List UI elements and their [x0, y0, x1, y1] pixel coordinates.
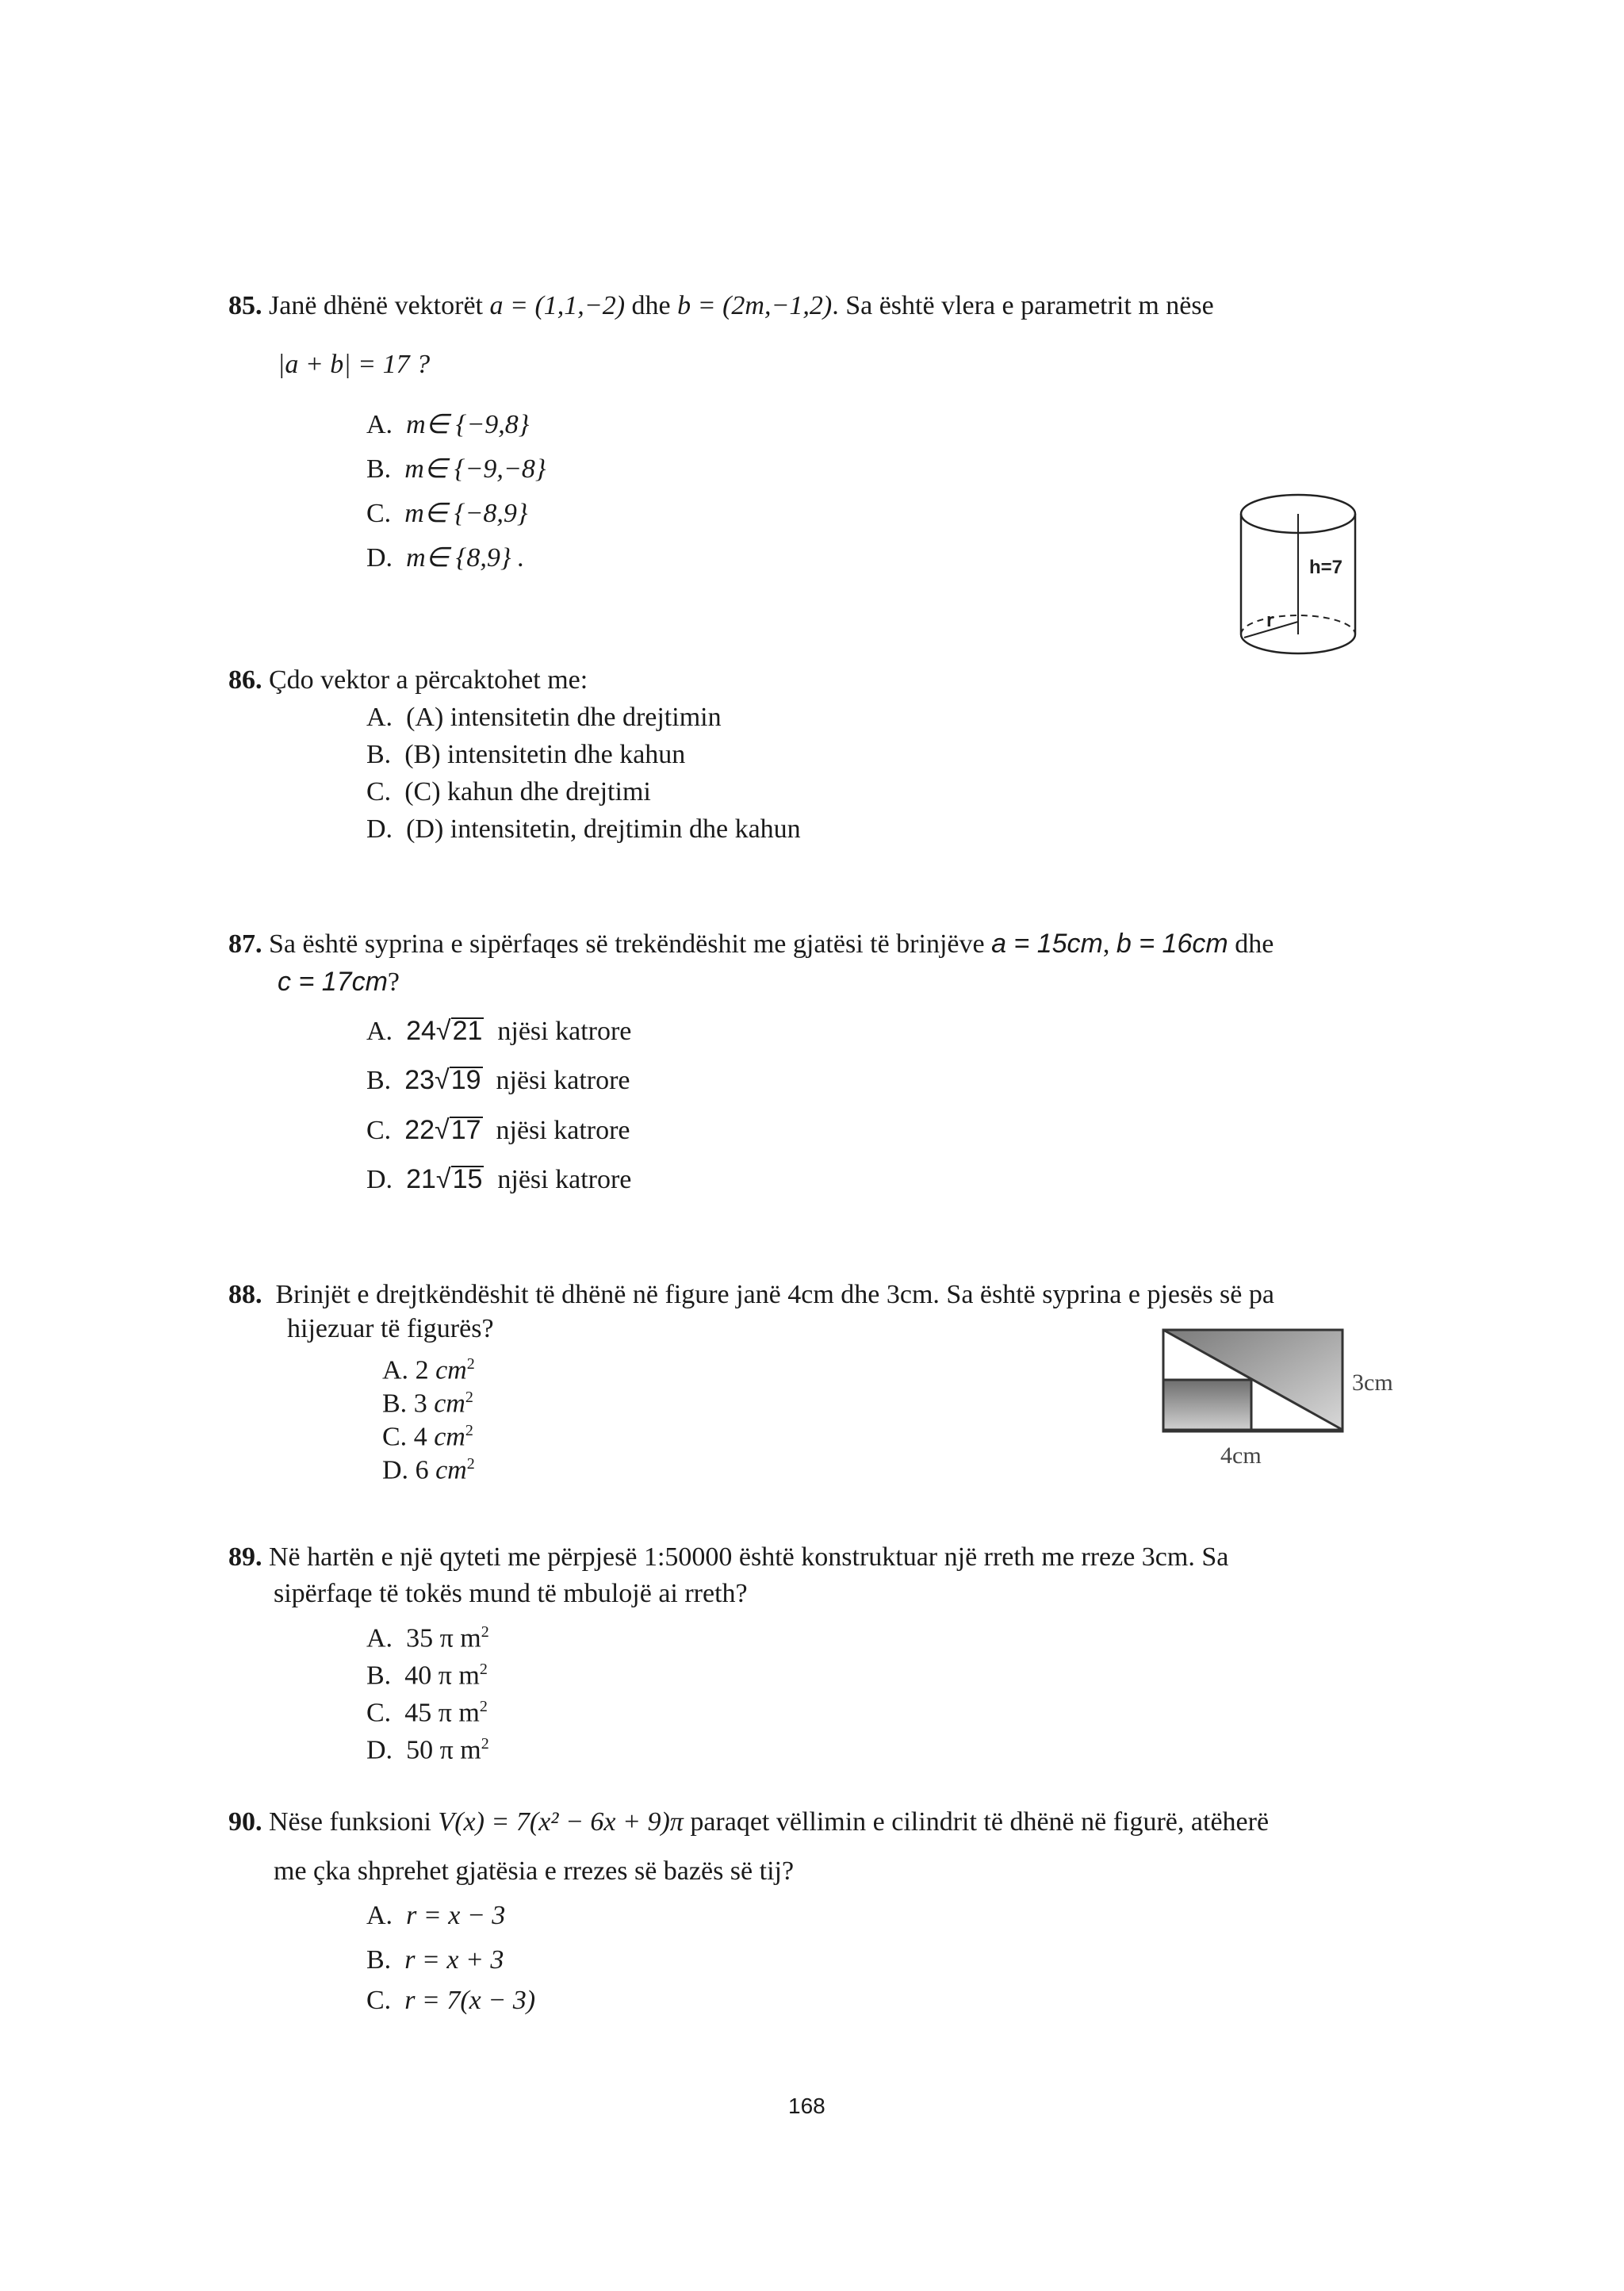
option-b[interactable]	[366, 1944, 504, 1976]
unit: cm	[434, 1389, 465, 1419]
option-text: r = x + 3	[404, 1945, 504, 1975]
option-value: 40 π m	[404, 1661, 480, 1691]
option-c[interactable]	[366, 1985, 535, 2017]
option-letter: B.	[382, 1389, 408, 1419]
unit: cm	[434, 1422, 465, 1452]
question-number: 85.	[228, 291, 262, 320]
radicand: 21	[452, 1016, 483, 1046]
option-letter: A.	[366, 1901, 393, 1930]
coefficient: 21	[406, 1164, 436, 1194]
bottom-length-label: 4cm	[1220, 1442, 1262, 1469]
option-letter: A.	[366, 703, 393, 732]
vector-b-expression: b = (2m,−1,2)	[677, 291, 833, 320]
question-text-end: paraqet vëllimin e cilindrit të dhënë në figurë, atëherë	[690, 1807, 1270, 1837]
unit-text: njësi katrore	[496, 1066, 630, 1095]
option-text: (B) intensitetin dhe kahun	[404, 740, 686, 769]
side-length-label: 3cm	[1352, 1370, 1393, 1396]
option-d[interactable]	[366, 542, 524, 574]
option-d[interactable]	[382, 1448, 475, 1486]
question-number: 88.	[228, 1280, 262, 1309]
option-value: 6	[415, 1455, 429, 1485]
question-86	[228, 665, 588, 696]
option-c[interactable]: C. 22√17 njësi katrore	[366, 1115, 630, 1145]
exponent: 2	[465, 1389, 473, 1406]
side-c: c = 17cm	[278, 967, 388, 997]
exponent: 2	[479, 1661, 488, 1678]
unit: cm	[435, 1455, 467, 1485]
option-b[interactable]: B. 23√19 njësi katrore	[366, 1065, 630, 1095]
option-letter: A.	[382, 1355, 409, 1385]
option-value: 35 π m	[406, 1623, 481, 1653]
exponent: 2	[465, 1422, 473, 1439]
option-text: r = 7(x − 3)	[404, 1986, 536, 2015]
option-a[interactable]: A. 24√21 njësi katrore	[366, 1016, 632, 1046]
option-c[interactable]	[366, 776, 651, 808]
option-letter: C.	[366, 777, 392, 806]
option-value: 45 π m	[404, 1698, 480, 1728]
question-mark: ?	[387, 967, 400, 997]
question-89-line2: sipërfaqe të tokës mund të mbulojë ai rreth?	[274, 1579, 748, 1608]
exponent: 2	[479, 1698, 488, 1715]
question-88	[228, 1279, 1274, 1311]
option-d[interactable]	[366, 814, 801, 845]
option-letter: B.	[366, 454, 392, 484]
option-letter: C.	[382, 1422, 408, 1452]
option-value: 4	[413, 1422, 427, 1452]
height-label: h=7	[1309, 557, 1343, 578]
exponent: 2	[481, 1735, 489, 1753]
connector-text: dhe	[1235, 929, 1274, 959]
option-letter: D.	[366, 1735, 393, 1765]
question-number: 89.	[228, 1542, 262, 1572]
question-90-line2: me çka shprehet gjatësia e rrezes së bazës së tij?	[274, 1856, 795, 1886]
radicand: 15	[452, 1164, 483, 1194]
exponent: 2	[466, 1355, 475, 1373]
option-text: m∈ {−9,−8}	[404, 454, 546, 484]
question-text: Brinjët e drejtkëndëshit të dhënë në figure janë 4cm dhe 3cm. Sa është syprina e pjesës së pa	[275, 1280, 1274, 1309]
option-value: 50 π m	[406, 1735, 481, 1765]
option-letter: A.	[366, 410, 393, 439]
option-letter: C.	[366, 499, 392, 528]
option-a[interactable]	[366, 702, 722, 734]
question-88-line2: hijezuar të figurës?	[287, 1314, 494, 1343]
option-letter: A.	[366, 1623, 393, 1653]
question-text-end: . Sa është vlera e parametrit m nëse	[832, 291, 1214, 320]
option-letter: D.	[366, 1165, 393, 1194]
option-a[interactable]	[366, 1616, 489, 1654]
option-letter: D.	[366, 543, 393, 573]
option-letter: B.	[366, 740, 392, 769]
option-c[interactable]	[366, 498, 528, 530]
option-text: m∈ {−8,9}	[404, 499, 528, 528]
option-value: 2	[415, 1355, 429, 1385]
exponent: 2	[481, 1623, 489, 1641]
option-text: m∈ {−9,8}	[406, 410, 530, 439]
volume-formula: V(x) = 7(x² − 6x + 9)π	[438, 1807, 684, 1837]
option-b[interactable]	[366, 454, 546, 485]
option-b[interactable]	[366, 739, 685, 771]
question-89	[228, 1542, 1228, 1573]
option-b[interactable]	[366, 1653, 488, 1691]
option-c[interactable]	[366, 1691, 488, 1729]
cylinder-figure	[1233, 484, 1368, 666]
exponent: 2	[466, 1455, 475, 1473]
option-letter: B.	[366, 1661, 392, 1691]
question-text: Sa është syprina e sipërfaqes së trekëndëshit me gjatësi të brinjëve	[269, 929, 985, 959]
option-letter: A.	[366, 1017, 393, 1046]
option-a[interactable]	[366, 409, 529, 441]
option-letter: C.	[366, 1698, 392, 1728]
radius-label: r	[1266, 610, 1274, 631]
option-d[interactable]: D. 21√15 njësi katrore	[366, 1164, 632, 1194]
option-letter: D.	[382, 1455, 409, 1485]
side-b: b = 16cm	[1116, 929, 1228, 959]
option-letter: D.	[366, 814, 393, 844]
option-text: (D) intensitetin, drejtimin dhe kahun	[406, 814, 801, 844]
question-text: Nëse funksioni	[269, 1807, 431, 1837]
unit-text: njësi katrore	[497, 1165, 632, 1194]
comma: ,	[1102, 929, 1110, 959]
option-d[interactable]	[366, 1728, 489, 1766]
connector-text: dhe	[631, 291, 671, 320]
question-90	[228, 1806, 1269, 1838]
side-a: a = 15cm	[991, 929, 1103, 959]
option-letter: B.	[366, 1945, 392, 1975]
question-text: Janë dhënë vektorët	[269, 291, 483, 320]
page-number: 168	[788, 2094, 825, 2118]
coefficient: 23	[404, 1065, 435, 1095]
coefficient: 24	[406, 1016, 436, 1046]
option-text: (A) intensitetin dhe drejtimin	[406, 703, 722, 732]
question-87-line2	[278, 966, 400, 998]
question-number: 87.	[228, 929, 262, 959]
rectangle-figure	[1162, 1328, 1415, 1475]
unit: cm	[435, 1355, 467, 1385]
option-a[interactable]	[366, 1900, 505, 1932]
condition-expression: |a + b| = 17 ?	[278, 350, 431, 379]
option-value: 3	[413, 1389, 427, 1419]
option-text: r = x − 3	[406, 1901, 506, 1930]
unit-text: njësi katrore	[496, 1116, 630, 1145]
radicand: 17	[450, 1115, 481, 1145]
option-letter: B.	[366, 1066, 392, 1095]
unit-text: njësi katrore	[497, 1017, 632, 1046]
question-text: Në hartën e një qyteti me përpjesë 1:50000 është konstruktuar një rreth me rreze 3cm. Sa	[269, 1542, 1229, 1572]
question-number: 90.	[228, 1807, 262, 1837]
question-number: 86.	[228, 665, 262, 695]
option-letter: C.	[366, 1986, 392, 2015]
question-text: Çdo vektor a përcaktohet me:	[269, 665, 588, 695]
option-text: (C) kahun dhe drejtimi	[404, 777, 651, 806]
coefficient: 22	[404, 1115, 435, 1145]
question-85	[228, 290, 1214, 322]
radicand: 19	[450, 1065, 481, 1095]
option-letter: C.	[366, 1116, 392, 1145]
question-87	[228, 928, 1274, 960]
vector-a-expression: a = (1,1,−2)	[489, 291, 626, 320]
option-text: m∈ {8,9} .	[406, 543, 525, 573]
